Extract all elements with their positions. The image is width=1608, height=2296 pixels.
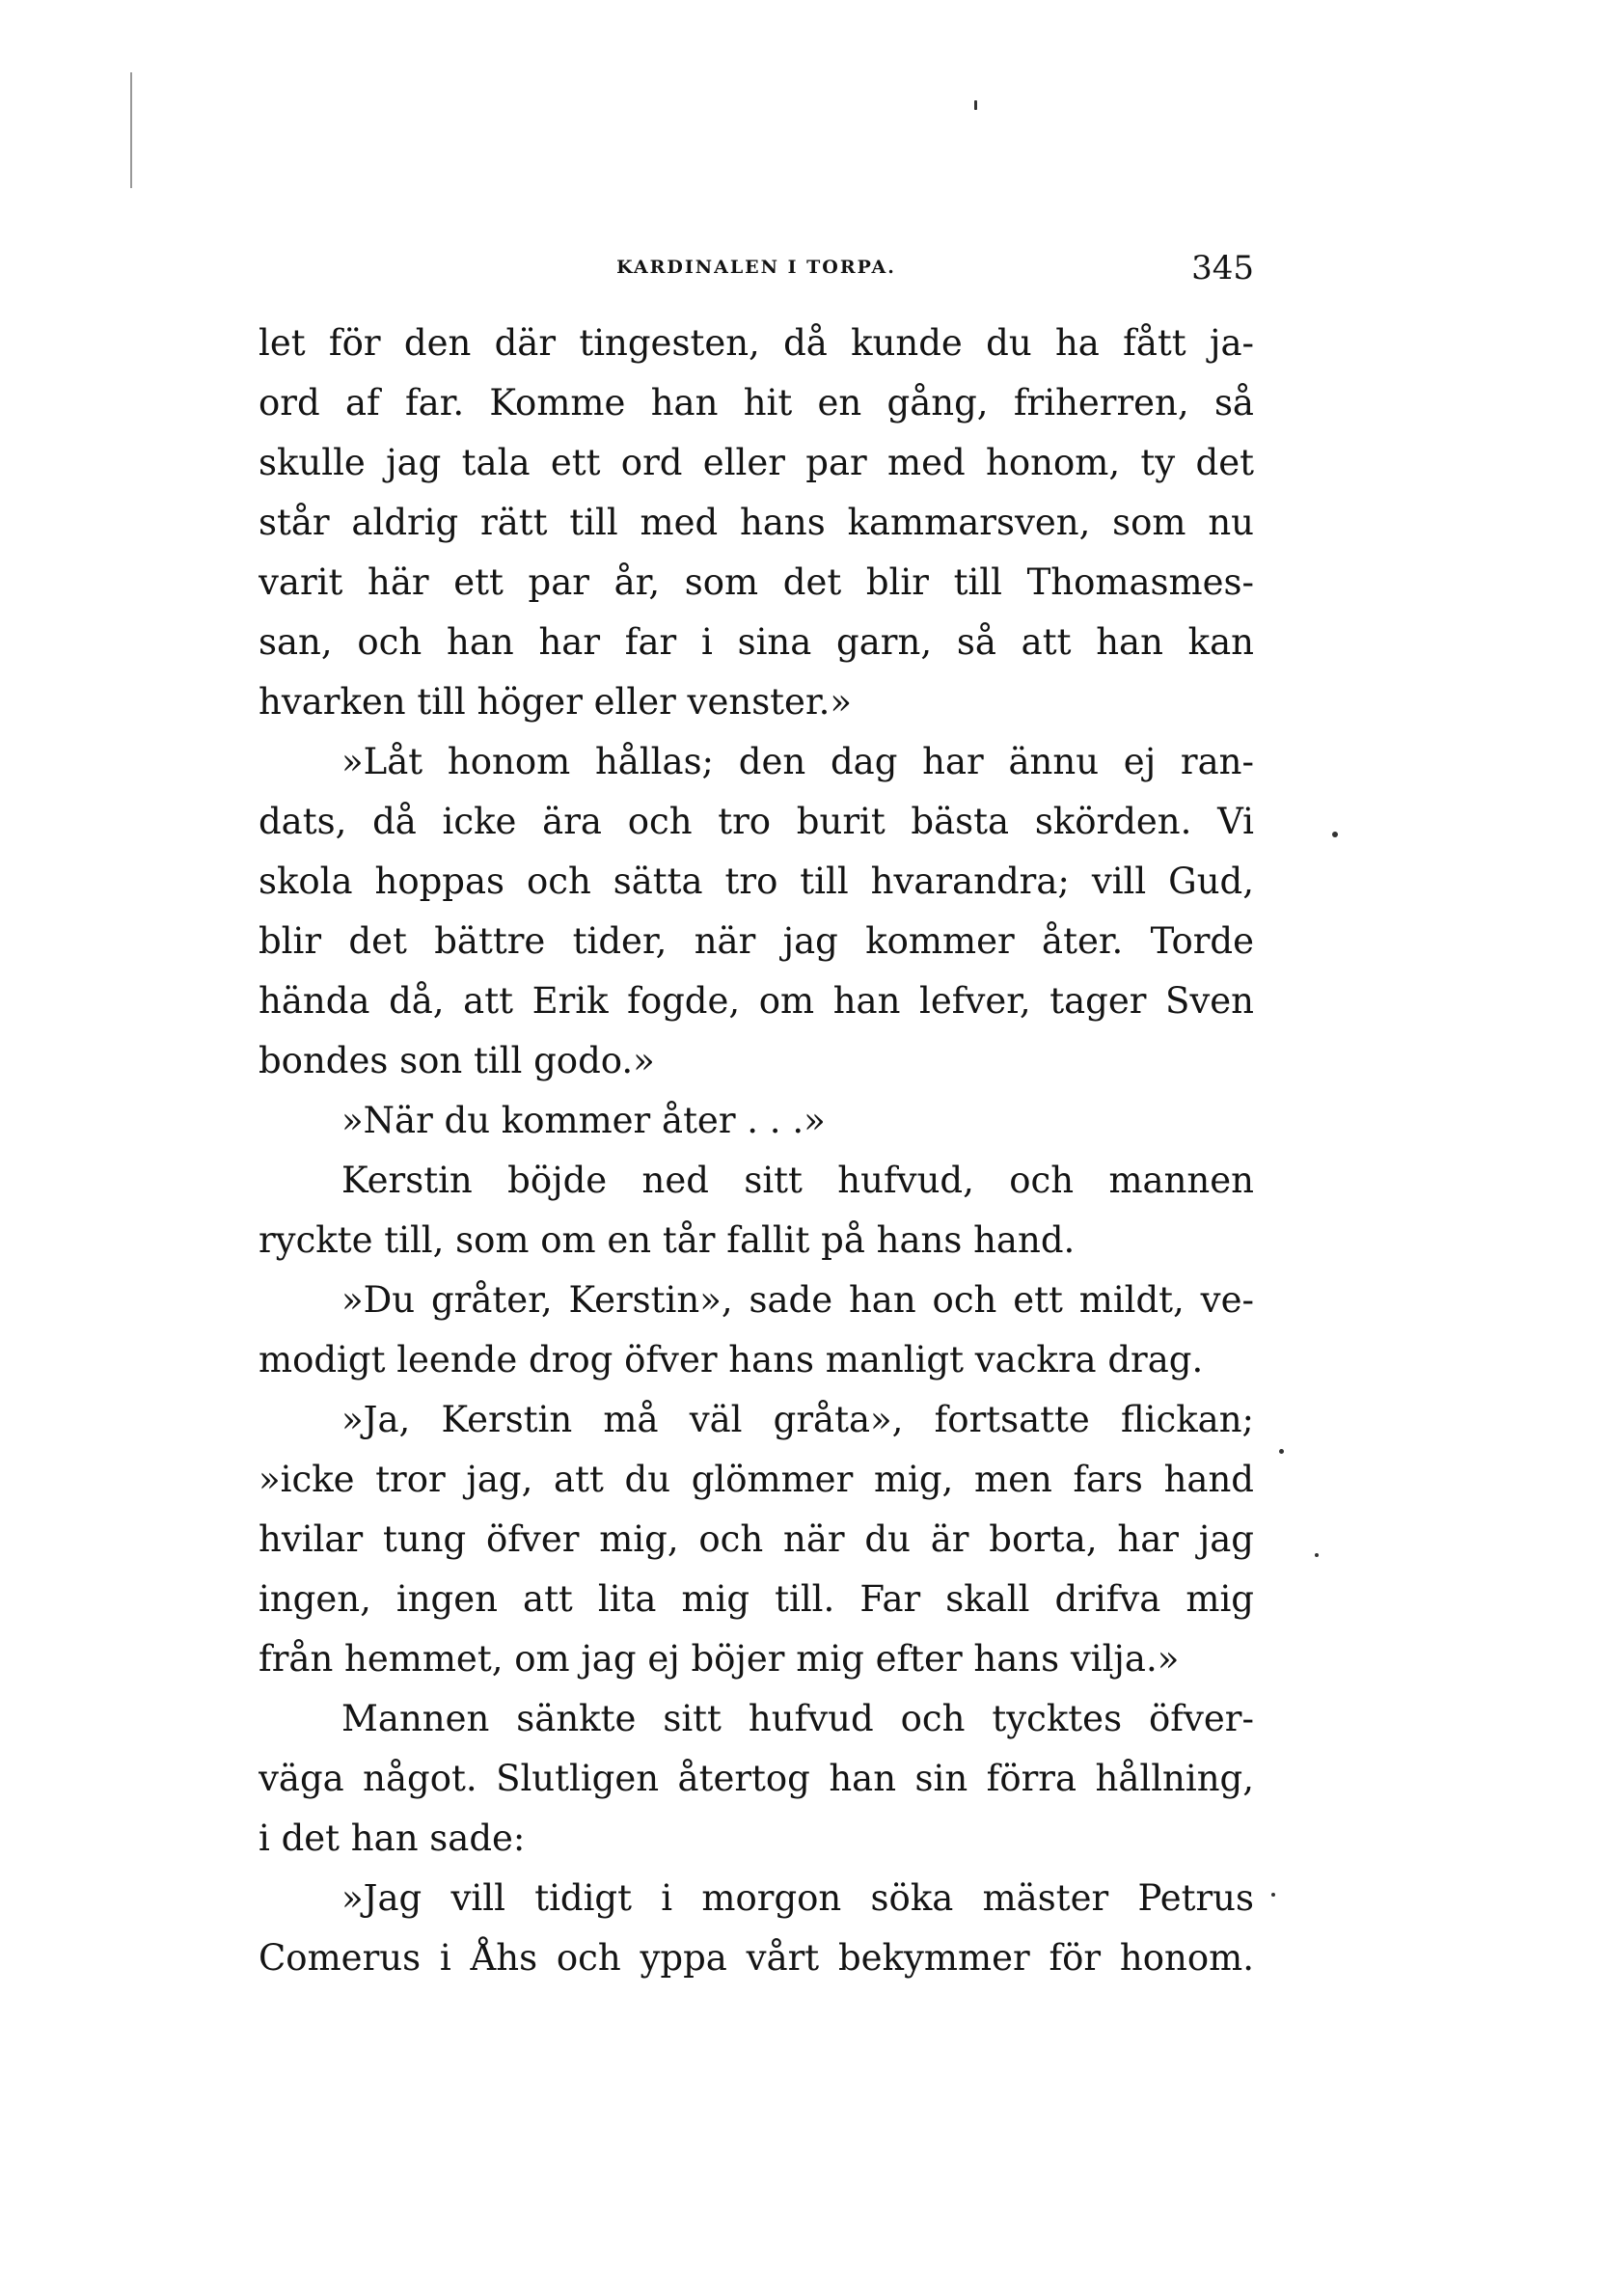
text-line: varit här ett par år, som det blir till Thomasmes- (259, 561, 1254, 603)
text-line: blir det bättre tider, när jag kommer åter. Torde (259, 920, 1254, 962)
text-line: modigt leende drog öfver hans manligt vackra drag. (259, 1339, 1204, 1380)
text-line: står aldrig rätt till med hans kammarsven, som nu (259, 502, 1254, 543)
text-line: hvilar tung öfver mig, och när du är borta, har jag (259, 1518, 1254, 1560)
text-line: ingen, ingen att lita mig till. Far skall drifva mig (259, 1578, 1254, 1620)
text-line: i det han sade: (259, 1818, 526, 1859)
text-line: skulle jag tala ett ord eller par med honom, ty det (259, 442, 1254, 483)
text-line: »Jag vill tidigt i morgon söka mäster Petrus (341, 1877, 1254, 1919)
text-line: väga något. Slutligen återtog han sin förra hållning, (259, 1758, 1254, 1799)
text-line: Comerus i Åhs och yppa vårt bekymmer för honom. (259, 1937, 1254, 1979)
text-line: »icke tror jag, att du glömmer mig, men fars hand (259, 1459, 1254, 1500)
text-line: Mannen sänkte sitt hufvud och tycktes öfver- (341, 1698, 1254, 1739)
text-line: ord af far. Komme han hit en gång, friherren, så (259, 382, 1254, 424)
text-line: »Ja, Kerstin må väl gråta», fortsatte flickan; (341, 1399, 1254, 1440)
text-line: dats, då icke ära och tro burit bästa skörden. Vi (259, 801, 1254, 842)
scan-speck (974, 100, 977, 110)
scan-speck (1271, 1893, 1275, 1897)
text-line: let för den där tingesten, då kunde du ha fått ja- (259, 322, 1254, 364)
text-line: ryckte till, som om en tår fallit på hans hand. (259, 1219, 1076, 1261)
scan-speck (1279, 1449, 1284, 1454)
scan-speck (1315, 1553, 1319, 1557)
body-text (259, 314, 1254, 1988)
text-line: från hemmet, om jag ej böjer mig efter hans vilja.» (259, 1638, 1180, 1680)
scan-speck (1332, 832, 1338, 837)
page-number: 345 (1191, 249, 1254, 287)
text-line: »Låt honom hållas; den dag har ännu ej ran- (341, 741, 1254, 782)
text-line: san, och han har far i sina garn, så att han kan (259, 621, 1254, 663)
text-line: hvarken till höger eller venster.» (259, 681, 852, 723)
scan-mark-left-margin (130, 72, 132, 188)
running-title: KARDINALEN I TORPA. (616, 257, 896, 278)
text-line: »När du kommer åter . . .» (341, 1100, 826, 1141)
running-head (259, 249, 1254, 287)
text-line: bondes son till godo.» (259, 1040, 655, 1081)
text-line: »Du gråter, Kerstin», sade han och ett mildt, ve- (341, 1279, 1254, 1321)
text-line: skola hoppas och sätta tro till hvarandra; vill Gud, (259, 861, 1254, 902)
text-line: hända då, att Erik fogde, om han lefver, tager Sven (259, 980, 1254, 1022)
text-line: Kerstin böjde ned sitt hufvud, och mannen (341, 1160, 1254, 1201)
